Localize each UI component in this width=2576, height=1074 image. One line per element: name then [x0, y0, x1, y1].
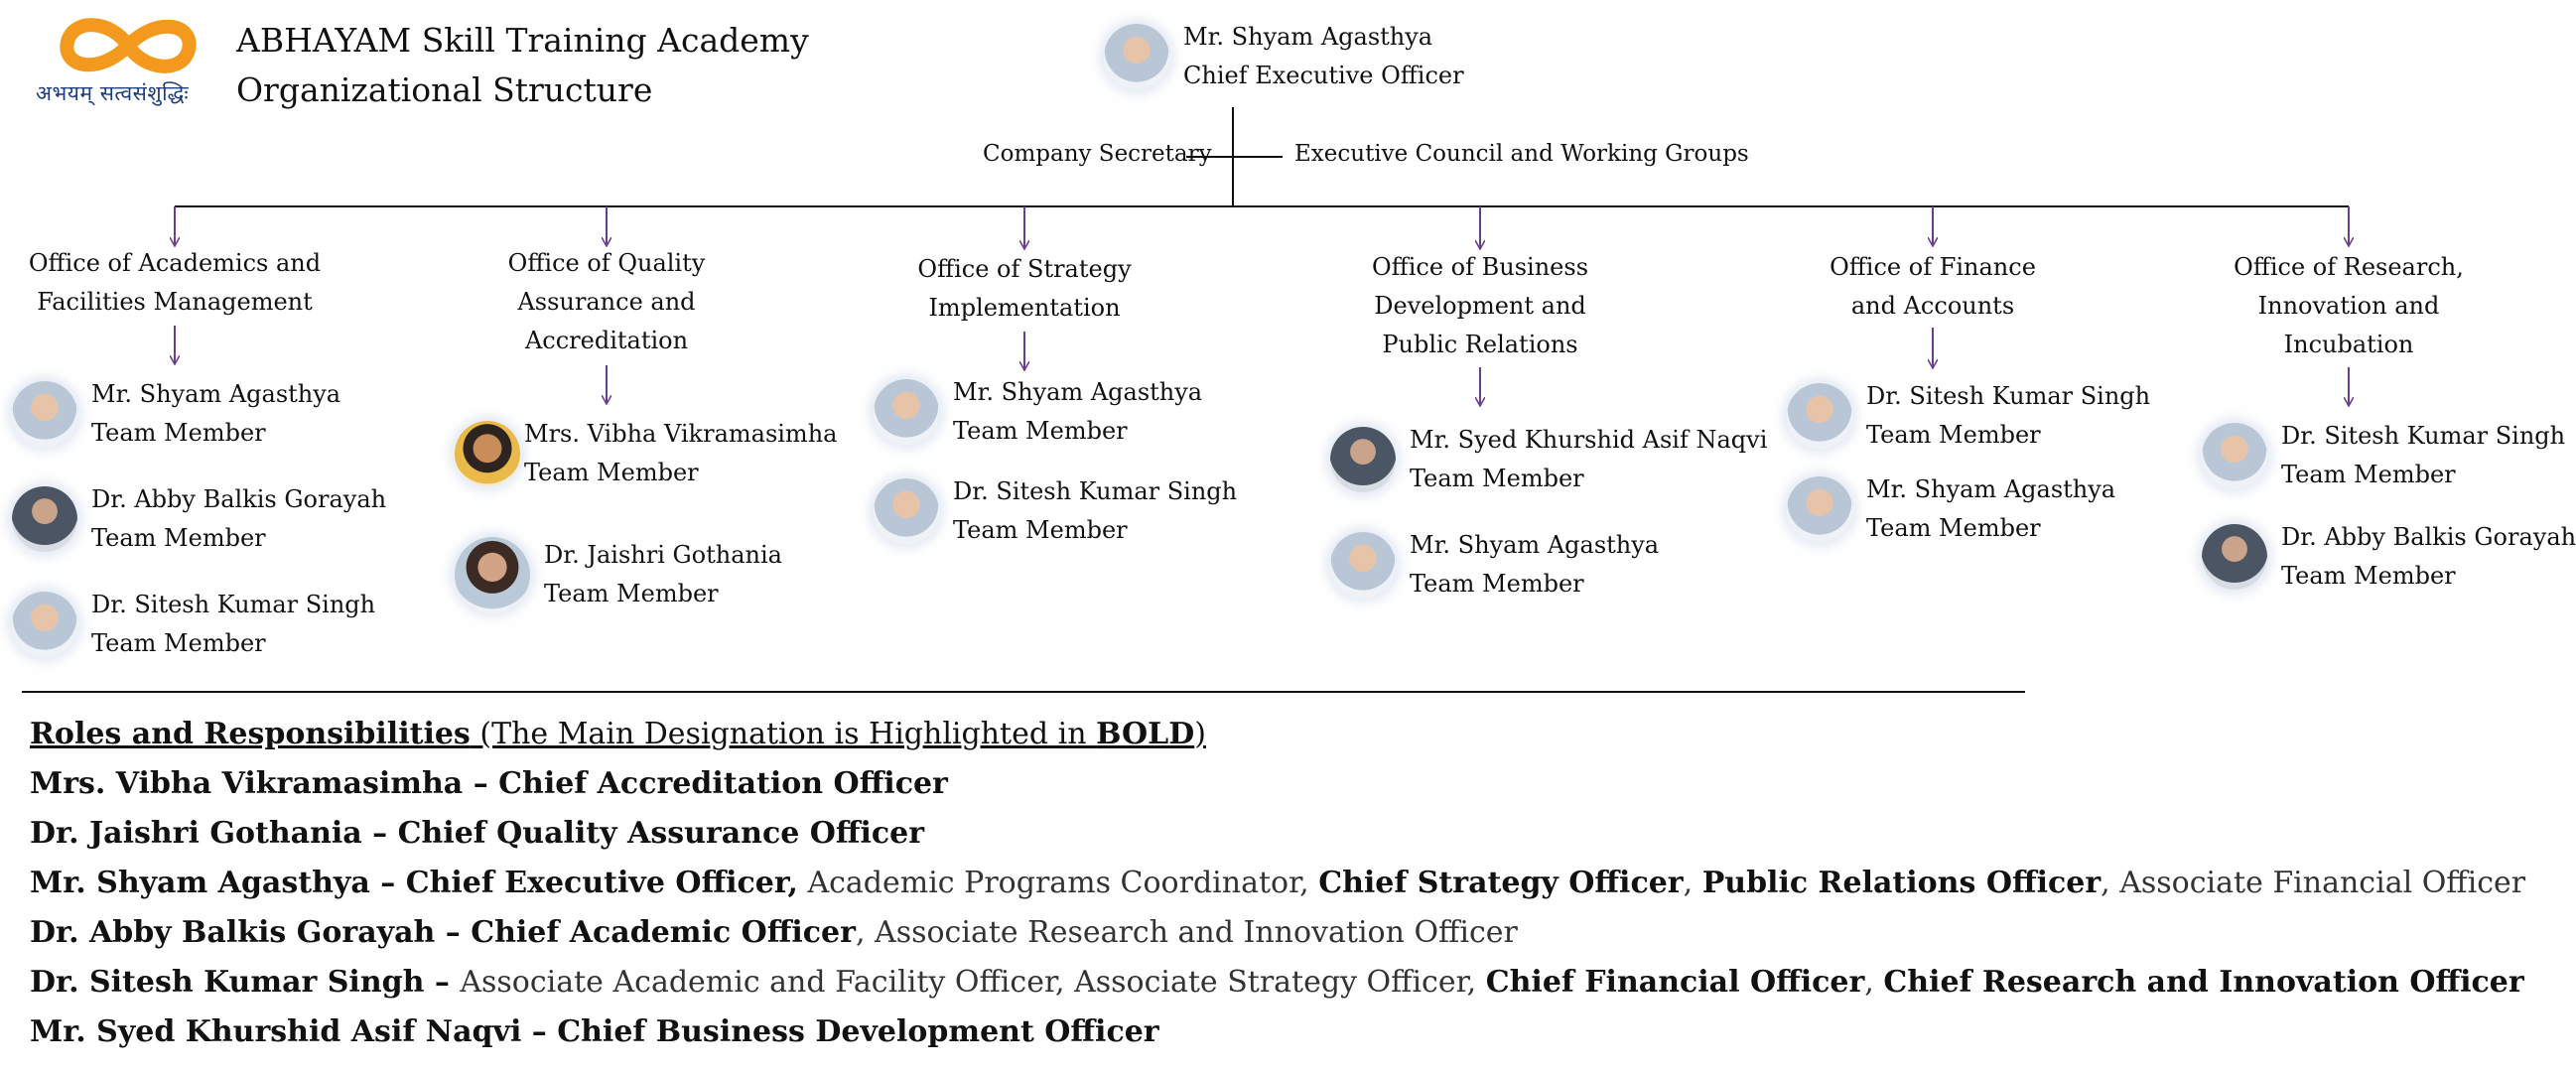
role-secondary-designation: , Associate Research and Innovation Officer: [855, 915, 1518, 950]
office-title-finance: Office of Finance and Accounts: [1830, 253, 2036, 320]
logo: [30, 10, 208, 109]
role-main-designation: Dr. Jaishri Gothania – Chief Quality Assurance Officer: [30, 816, 925, 851]
role-main-designation: Public Relations Officer: [1701, 866, 2101, 900]
role-main-designation: Mr. Shyam Agasthya – Chief Executive Officer,: [30, 866, 798, 900]
team-member: Mr. Shyam Agasthya Team Member: [874, 373, 1202, 451]
office-title-research: Office of Research, Innovation and Incubation: [2234, 253, 2464, 358]
person-photo-icon: [2202, 524, 2267, 590]
role-line: [30, 859, 2525, 908]
team-member: Mr. Shyam Agasthya Team Member: [1330, 526, 1659, 604]
person-photo-icon: [874, 478, 939, 544]
team-member: Dr. Jaishri Gothania Team Member: [455, 536, 782, 613]
role-line: [30, 1007, 2525, 1057]
person-photo-icon: [12, 486, 77, 552]
office-title-academics: Office of Academics and Facilities Management: [28, 249, 322, 316]
team-member: Dr. Sitesh Kumar Singh Team Member: [874, 472, 1237, 550]
team-member: Mrs. Vibha Vikramasimha Team Member: [455, 415, 837, 492]
team-member: Mr. Shyam Agasthya Team Member: [1787, 470, 2115, 548]
role-main-designation: Chief Research and Innovation Officer: [1883, 965, 2524, 1000]
role-secondary-designation: Associate Academic and Facility Officer, Associate Strategy Officer,: [460, 965, 1486, 1000]
role-secondary-designation: , Associate Financial Officer: [2101, 866, 2526, 900]
page-title: [236, 16, 809, 115]
roles-section: [30, 710, 2525, 1057]
role-main-designation: Dr. Sitesh Kumar Singh –: [30, 965, 461, 1000]
role-line: [30, 958, 2525, 1007]
person-photo-icon: [1104, 24, 1169, 89]
role-main-designation: Chief Strategy Officer: [1318, 866, 1684, 900]
ceo-name: Mr. Shyam Agasthya: [1183, 23, 1433, 51]
chart-name: Organizational Structure: [236, 70, 653, 109]
roles-heading: Roles and Responsibilities (The Main Designation is Highlighted in BOLD): [30, 717, 1206, 751]
team-member: Dr. Abby Balkis Gorayah Team Member: [12, 480, 386, 558]
role-secondary-designation: Academic Programs Coordinator,: [797, 866, 1319, 900]
office-title-quality: Office of Quality Assurance and Accreditation: [507, 249, 706, 354]
logo-motto: अभयम् सत्वसंशुद्धिः: [36, 81, 190, 105]
person-photo-icon: [874, 379, 939, 445]
role-main-designation: Chief Financial Officer: [1485, 965, 1865, 1000]
team-member: Dr. Sitesh Kumar Singh Team Member: [12, 586, 375, 663]
role-main-designation: Mr. Syed Khurshid Asif Naqvi – Chief Business Development Officer: [30, 1014, 1159, 1049]
person-photo-icon: [455, 421, 520, 486]
ceo-role: Chief Executive Officer: [1183, 62, 1464, 89]
infinity-logo-icon: [54, 10, 203, 81]
person-photo-icon: [12, 381, 77, 447]
person-photo-icon: [1330, 427, 1396, 492]
team-member: Mr. Shyam Agasthya Team Member: [12, 375, 340, 453]
role-line: [30, 759, 2525, 809]
person-photo-icon: [1787, 476, 1852, 542]
company-secretary-label: Company Secretary: [983, 141, 1212, 167]
team-member: Mr. Syed Khurshid Asif Naqvi Team Member: [1330, 421, 1767, 498]
academy-name: ABHAYAM Skill Training Academy: [236, 21, 809, 60]
team-member: Dr. Sitesh Kumar Singh Team Member: [2202, 417, 2565, 494]
role-line: [30, 809, 2525, 859]
team-member: Dr. Abby Balkis Gorayah Team Member: [2202, 518, 2576, 596]
role-secondary-designation: ,: [1683, 866, 1702, 900]
role-main-designation: Dr. Abby Balkis Gorayah – Chief Academic Officer: [30, 915, 856, 950]
roles-list: [30, 759, 2525, 1057]
office-title-strategy: Office of Strategy Implementation: [917, 255, 1132, 322]
office-title-business: Office of Business Development and Public Relations: [1371, 253, 1589, 358]
person-photo-icon: [2202, 423, 2267, 488]
role-main-designation: Mrs. Vibha Vikramasimha – Chief Accreditation Officer: [30, 766, 948, 801]
person-photo-icon: [455, 537, 530, 612]
person-photo-icon: [12, 592, 77, 657]
role-secondary-designation: ,: [1864, 965, 1884, 1000]
ceo-card: [1104, 18, 1464, 95]
person-photo-icon: [1787, 383, 1852, 449]
team-member: Dr. Sitesh Kumar Singh Team Member: [1787, 377, 2150, 455]
role-line: [30, 908, 2525, 958]
person-photo-icon: [1330, 532, 1396, 598]
executive-council-label: Executive Council and Working Groups: [1294, 141, 1749, 167]
